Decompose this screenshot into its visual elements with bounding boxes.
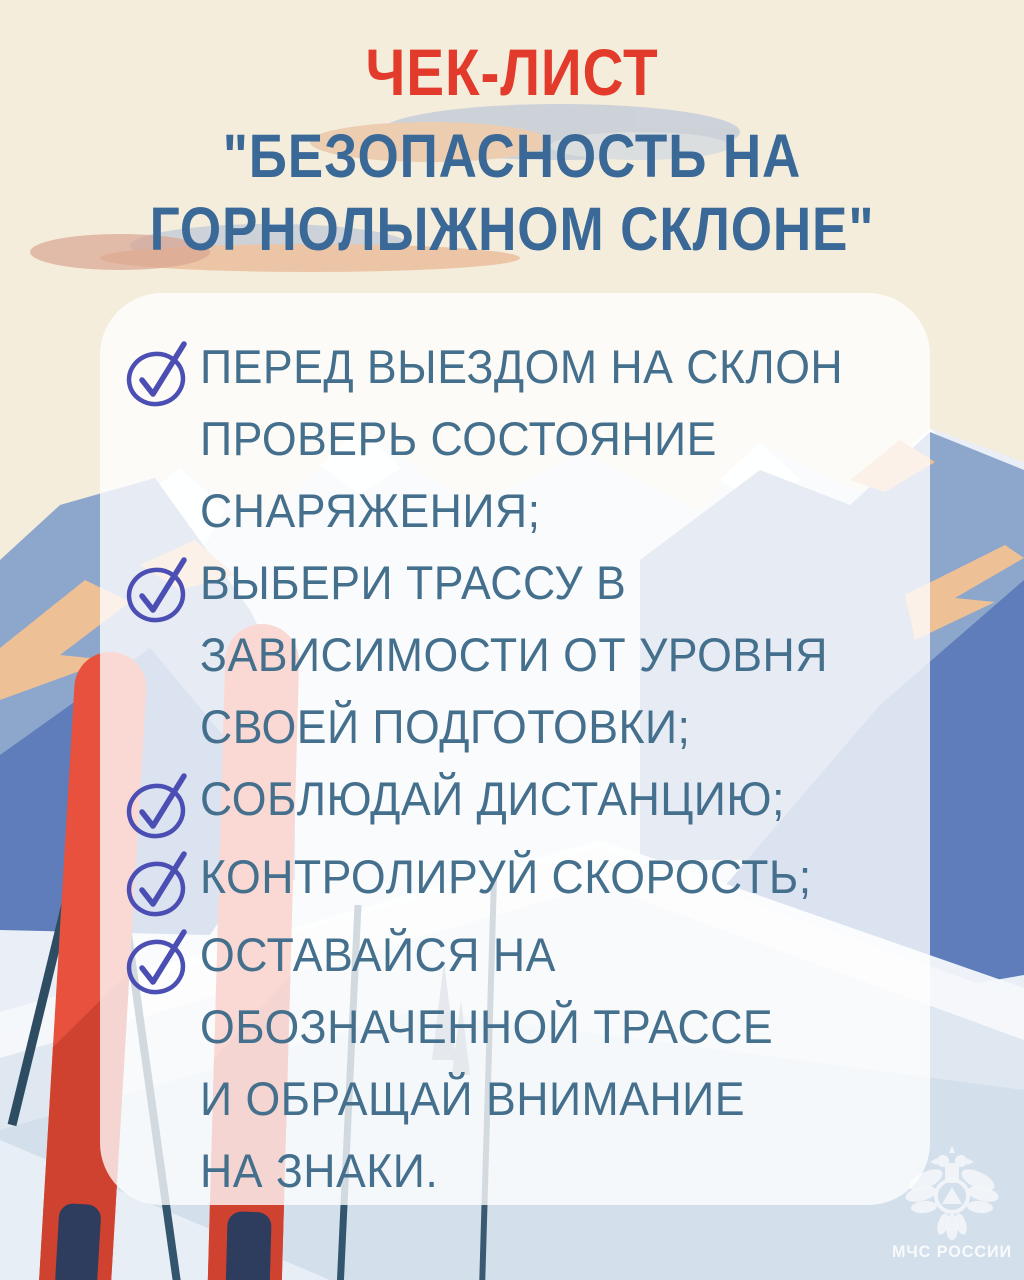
checklist-line: ЗАВИСИМОСТИ ОТ УРОВНЯ: [200, 628, 828, 681]
checklist-line: ПРОВЕРЬ СОСТОЯНИЕ: [200, 412, 717, 465]
checklist-line: И ОБРАЩАЙ ВНИМАНИЕ: [200, 1072, 746, 1125]
checklist-item-text: [200, 763, 785, 835]
checklist-item: [116, 841, 920, 919]
poster-kicker: ЧЕК-ЛИСТ: [365, 35, 659, 109]
checklist: [100, 293, 930, 1205]
checklist-line: СНАРЯЖЕНИЯ;: [200, 484, 541, 537]
check-circle-icon: [116, 845, 200, 919]
checklist-line: ПЕРЕД ВЫЕЗДОМ НА СКЛОН: [200, 340, 844, 393]
poster-title: [67, 120, 958, 266]
checklist-line: КОНТРОЛИРУЙ СКОРОСТЬ;: [200, 850, 812, 903]
checklist-item-text: [200, 841, 812, 913]
checklist-item: [116, 331, 920, 547]
check-circle-icon: [116, 551, 200, 625]
checklist-item-text: [200, 547, 828, 763]
poster-title-line-2: ГОРНОЛЫЖНОМ СКЛОНЕ": [149, 195, 875, 263]
emercom-watermark: [880, 1146, 1024, 1262]
checklist-line: ОСТАВАЙСЯ НА: [200, 928, 556, 981]
agency-label: МЧС РОССИИ: [891, 1242, 1013, 1261]
checklist-item-text: [200, 919, 773, 1207]
checklist-line: СВОЕЙ ПОДГОТОВКИ;: [200, 700, 691, 753]
checklist-item: [116, 919, 920, 1207]
check-circle-icon: [116, 335, 200, 409]
checklist-line: НА ЗНАКИ.: [200, 1144, 439, 1197]
checklist-line: СОБЛЮДАЙ ДИСТАНЦИЮ;: [200, 772, 785, 825]
checklist-line: ВЫБЕРИ ТРАССУ В: [200, 556, 627, 609]
emercom-eagle-icon: [899, 1146, 1005, 1246]
checklist-item: [116, 547, 920, 763]
check-circle-icon: [116, 767, 200, 841]
checklist-item: [116, 763, 920, 841]
checklist-item-text: [200, 331, 843, 547]
checklist-line: ОБОЗНАЧЕННОЙ ТРАССЕ: [200, 1000, 774, 1053]
poster-title-line-1: "БЕЗОПАСНОСТЬ НА: [222, 122, 802, 190]
check-circle-icon: [116, 923, 200, 997]
